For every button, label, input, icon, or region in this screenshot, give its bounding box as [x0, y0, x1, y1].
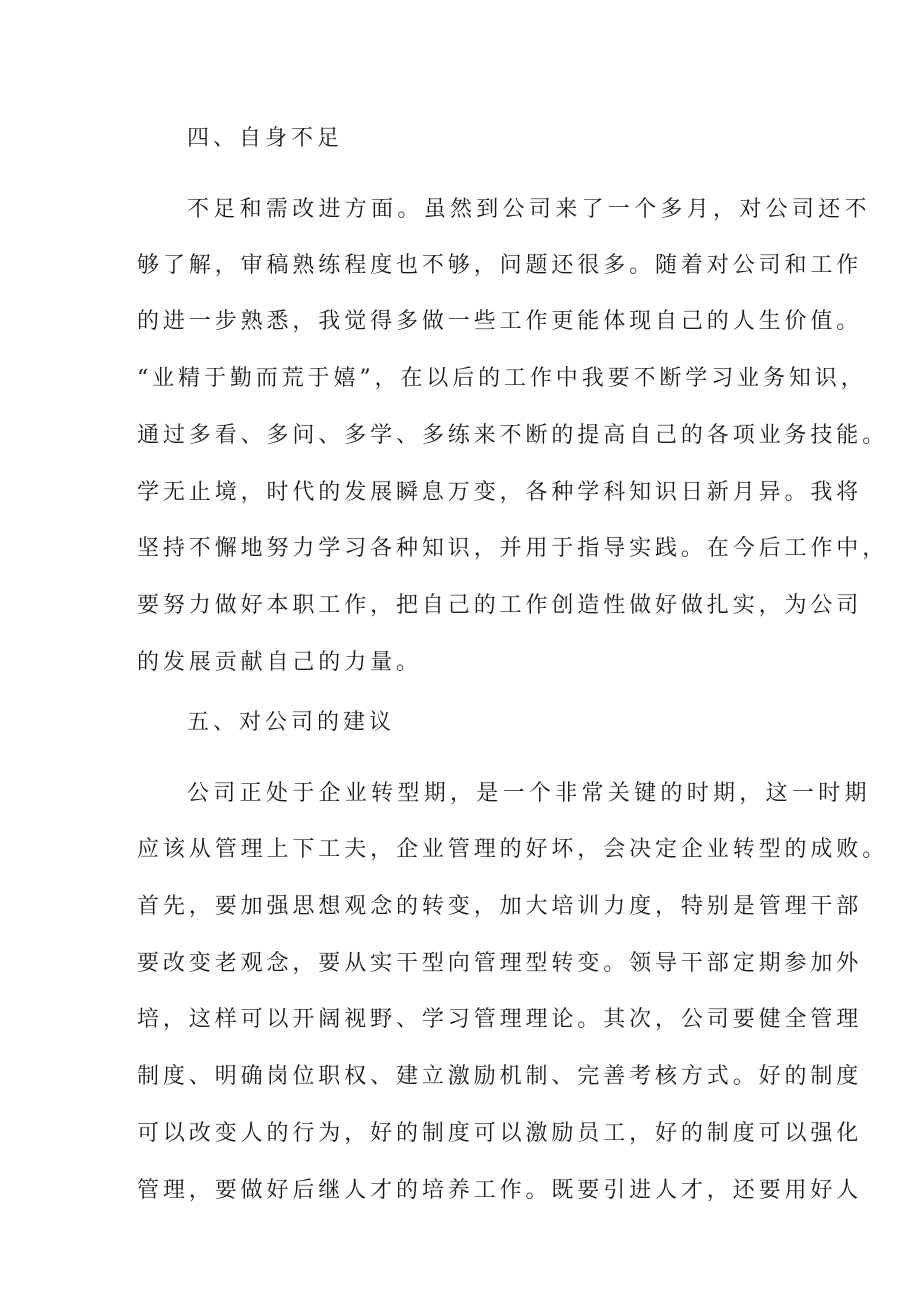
- paragraph-line: 培，这样可以开阔视野、学习管理理论。其次，公司要健全管理: [137, 1007, 863, 1032]
- paragraph-line: 可以改变人的行为，好的制度可以激励员工，好的制度可以强化: [137, 1121, 863, 1146]
- paragraph-line: 管理，要做好后继人才的培养工作。既要引进人才，还要用好人: [137, 1178, 863, 1203]
- paragraph-line: 公司正处于企业转型期，是一个非常关键的时期，这一时期: [187, 781, 871, 806]
- paragraph-line: 通过多看、多问、多学、多练来不断的提高自己的各项业务技能。: [137, 423, 889, 448]
- paragraph-line: 的发展贡献自己的力量。: [137, 650, 422, 675]
- paragraph-line: 的进一步熟悉，我觉得多做一些工作更能体现自己的人生价值。: [137, 309, 863, 334]
- paragraph-line: 够了解，审稿熟练程度也不够，问题还很多。随着对公司和工作: [137, 253, 863, 278]
- section-heading-5: 五、对公司的建议: [187, 710, 396, 735]
- paragraph-line: 制度、明确岗位职权、建立激励机制、完善考核方式。好的制度: [137, 1064, 863, 1089]
- paragraph-line: “业精于勤而荒于嬉”，在以后的工作中我要不断学习业务知识，: [137, 366, 867, 391]
- paragraph-line: 学无止境，时代的发展瞬息万变，各种学科知识日新月异。我将: [137, 480, 863, 505]
- paragraph-line: 首先，要加强思想观念的转变，加大培训力度，特别是管理干部: [137, 894, 863, 919]
- paragraph-line: 应该从管理上下工夫，企业管理的好坏，会决定企业转型的成败。: [137, 837, 889, 862]
- paragraph-line: 要改变老观念，要从实干型向管理型转变。领导干部定期参加外: [137, 951, 863, 976]
- paragraph-line: 不足和需改进方面。虽然到公司来了一个多月，对公司还不: [187, 197, 871, 222]
- paragraph-line: 要努力做好本职工作，把自己的工作创造性做好做扎实，为公司: [137, 593, 863, 618]
- section-heading-4: 四、自身不足: [187, 126, 344, 151]
- paragraph-line: 坚持不懈地努力学习各种知识，并用于指导实践。在今后工作中，: [137, 536, 889, 561]
